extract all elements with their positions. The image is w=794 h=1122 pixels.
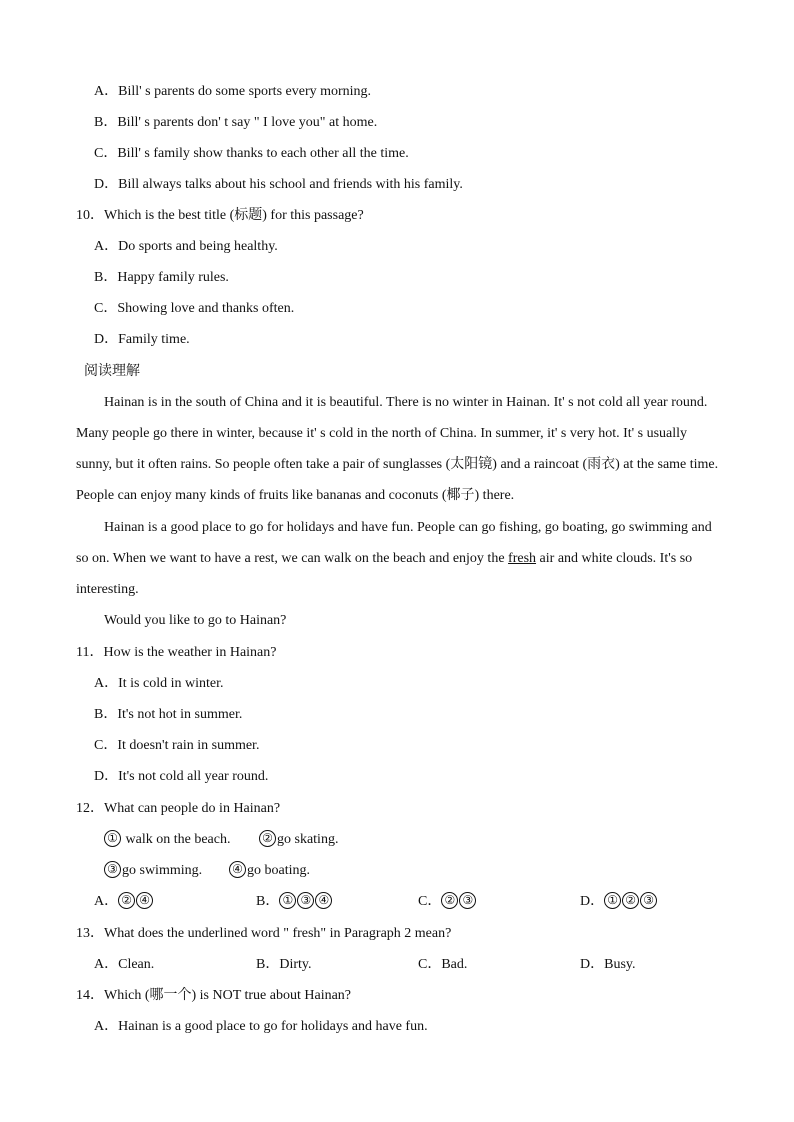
circled-number-3: ③ — [104, 861, 121, 878]
q12-item-4-text: go boating. — [247, 863, 310, 878]
q14-question: 14．Which (哪一个) is NOT true about Hainan? — [76, 988, 352, 1003]
circled-number-3: ③ — [640, 892, 657, 909]
q10-option-c: C．Showing love and thanks often. — [94, 301, 295, 316]
q14-option-a: A．Hainan is a good place to go for holidays and have fun. — [94, 1019, 428, 1034]
q12-item-1-text: walk on the beach. — [122, 832, 231, 847]
passage-p2-line2 — [76, 549, 692, 569]
circled-number-1: ① — [279, 892, 296, 909]
circled-number-4: ④ — [136, 892, 153, 909]
option-letter: B． — [256, 894, 280, 909]
q10-option-d: D．Family time. — [94, 332, 190, 347]
q11-option-c: C．It doesn't rain in summer. — [94, 738, 260, 753]
q12-option-a — [94, 892, 154, 912]
q12-question: 12．What can people do in Hainan? — [76, 801, 281, 816]
q12-item-3-text: go swimming. — [122, 863, 203, 878]
q11-option-b: B．It's not hot in summer. — [94, 707, 243, 722]
q11-question: 11．How is the weather in Hainan? — [76, 645, 277, 660]
passage-p3: Would you like to go to Hainan? — [104, 613, 287, 628]
q9-option-c: C．Bill' s family show thanks to each other all the time. — [94, 146, 409, 161]
q9-option-a: A．Bill' s parents do some sports every morning. — [94, 84, 372, 99]
q9-option-d: D．Bill always talks about his school and friends with his family. — [94, 177, 463, 192]
q13-option-c: C．Bad. — [418, 957, 468, 972]
q10-option-a: A．Do sports and being healthy. — [94, 239, 278, 254]
q12-item-2-text: go skating. — [277, 832, 339, 847]
circled-number-3: ③ — [297, 892, 314, 909]
passage-p1-line2: Many people go there in winter, because it' s cold in the north of China. In summer, it' s very hot. It' s usually — [76, 426, 688, 441]
q13-option-a: A．Clean. — [94, 957, 155, 972]
q12-item-2 — [259, 830, 338, 850]
circled-number-2: ② — [441, 892, 458, 909]
circled-number-1: ① — [104, 830, 121, 847]
p2-text-after: air and white clouds. It's so — [536, 551, 693, 566]
passage-p2-line1: Hainan is a good place to go for holidays and have fun. People can go fishing, go boating, go swimming and — [104, 520, 712, 535]
passage-p1-line4: People can enjoy many kinds of fruits like bananas and coconuts (椰子) there. — [76, 488, 515, 503]
circled-number-2: ② — [259, 830, 276, 847]
q10-question: 10．Which is the best title (标题) for this passage? — [76, 208, 364, 223]
p2-text-before: so on. When we want to have a rest, we can walk on the beach and enjoy the — [76, 551, 509, 566]
q11-option-a: A．It is cold in winter. — [94, 676, 224, 691]
section-label: 阅读理解 — [84, 364, 140, 379]
circled-number-4: ④ — [315, 892, 332, 909]
q12-item-3 — [104, 861, 202, 881]
q12-option-b — [256, 892, 333, 912]
circled-number-3: ③ — [459, 892, 476, 909]
q13-option-d: D．Busy. — [580, 957, 636, 972]
passage-p2-line3: interesting. — [76, 582, 139, 597]
passage-p1-line1: Hainan is in the south of China and it is beautiful. There is no winter in Hainan. It' s not cold all year round. — [104, 395, 708, 410]
option-letter: A． — [94, 894, 119, 909]
circled-number-2: ② — [118, 892, 135, 909]
q13-question: 13．What does the underlined word " fresh" in Paragraph 2 mean? — [76, 926, 452, 941]
passage-p1-line3: sunny, but it often rains. So people often take a pair of sunglasses (太阳镜) and a raincoat (雨衣) at the same time. — [76, 457, 719, 472]
q12-option-c — [418, 892, 477, 912]
circled-number-2: ② — [622, 892, 639, 909]
q12-option-d — [580, 892, 658, 912]
underlined-word-fresh: fresh — [508, 551, 537, 566]
q10-option-b: B．Happy family rules. — [94, 270, 229, 285]
q11-option-d: D．It's not cold all year round. — [94, 769, 269, 784]
q12-item-1 — [104, 830, 230, 850]
circled-number-1: ① — [604, 892, 621, 909]
option-letter: D． — [580, 894, 605, 909]
q9-option-b: B．Bill' s parents don' t say " I love you" at home. — [94, 115, 378, 130]
option-letter: C． — [418, 894, 442, 909]
q12-item-4 — [229, 861, 310, 881]
q13-option-b: B．Dirty. — [256, 957, 312, 972]
circled-number-4: ④ — [229, 861, 246, 878]
